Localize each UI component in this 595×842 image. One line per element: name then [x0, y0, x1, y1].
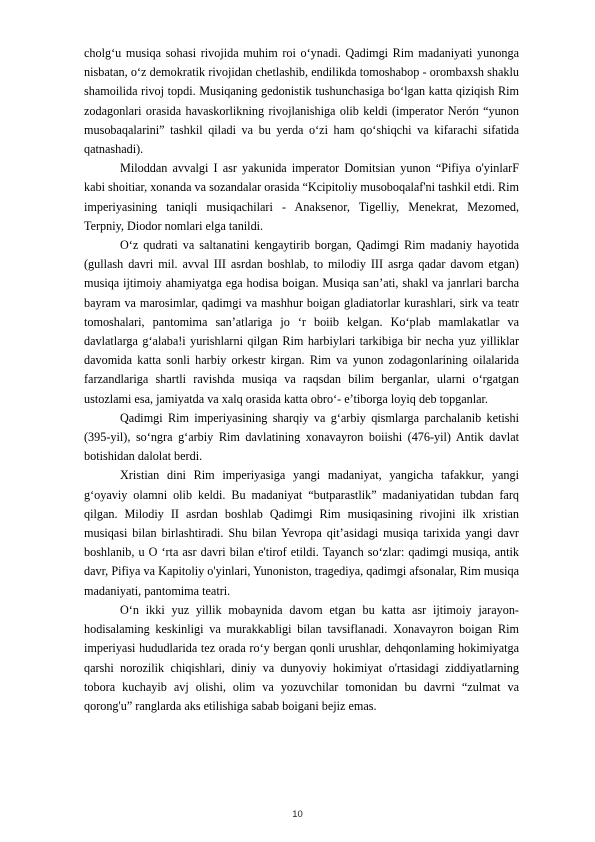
- paragraph-domitian-games: Miloddan avvalgi I asr yakunida imperator Domitsian yunon “Pifiya o'yinlarF kabi shoitiar, xonanda va sozandalar orasida “Kcipitoliy musoboqalaf'ni tashkil etdi. Rim imperiyasining taniqli musiqachilari - Anaksenor, Tigelliy, Menekrat, Mezomed, Terpniy, Diodor nomlari elga tanildi.: [84, 161, 519, 233]
- paragraph-christian-culture: Xristian dini Rim imperiyasiga yangi madaniyat, yangicha tafakkur, yangi g‘oyaviy olamni olib keldi. Bu madaniyat “butparastlik” madaniyatidan tubdan farq qilgan. Milodiy II asrdan boshlab Qadimgi Rim musiqasining rivojini ilk xristian musiqasi bilan birlashtiradi. Shu bilan Yevropa qit’asidagi musiqa tarixida yangi davr boshlanib, u O ‘rta asr davri bilan e'tirof etildi. Tayanch so‘zlar: qadimgi musiqa, antik davr, Pifiya va Kapitoliy o'yinlari, Yunoniston, tragediya, qadimgi afsonalar, Rim musiqa madaniyati, pantomima teatri.: [84, 468, 519, 598]
- paragraph-empire-collapse: Qadimgi Rim imperiyasining sharqiy va g‘arbiy qismlarga parchalanib ketishi (395-yil), so‘ngra g‘arbiy Rim davlatining xonavayron boiishi (476-yil) Antik davlat botishidan dalolat berdi.: [84, 410, 519, 464]
- page-number: 10: [292, 809, 303, 820]
- paragraph-roman-music-intro: cholg‘u musiqa sohasi rivojida muhim roi o‘ynadi. Qadimgi Rim madaniyati yunonga nisbatan, o‘z demokratik rivojidan chetlashib, endilikda tomoshabop - orombaxsh shaklu shamoilida rivoj topdi. Musiqaning gedonistik tushunchasiga bo‘lgan katta qiziqish Rim zodagonlari orasida havaskorlikning rivojlanishiga olib keldi (imperator Neróп “yunon musobaqalarini” tashkil qiladi va bu yerda o‘zi ham qo‘shiqchi va kifarachi sifatida qatnashadi).: [84, 46, 519, 157]
- paragraph-roman-music-social-role: O‘z qudrati va saltanatini kengaytirib borgan, Qadimgi Rim madaniy hayotida (gullash davri mil. avval III asrdan boshlab, to milodiy III asrga qadar davom etgan) musiqa ijtimoiy ahamiyatga ega hodisa boigan. Musiqa san’ati, shakl va janrlari barcha bayram va marosimlar, qadimgi va mashhur boigan gladiatorlar kurashlari, sirk va teatr tomoshalari, pantomima san’atlariga jo ‘r boiib kelgan. Ko‘plab mamlakatlar va davlatlarga g‘alaba!i yurishlarni qilgan Rim harbiylari tarkibiga bir necha yuz yilliklar davomida katta sonli harbiy orkestr kirgan. Rim va yunon zodagonlarining oilalarida farzandlariga shartli ravishda musiqa va raqsdan bilim berganlar, ularni o‘rgatgan ustozlami esa, jamiyatda va xalq orasida katta obro‘- e’tiborga loyiq deb topganlar.: [84, 238, 519, 406]
- paragraph-middle-ages: O‘n ikki yuz yillik mobaynida davom etgan bu katta asr ijtimoiy jarayon-hodisalaming keskinligi va murakkabligi bilan tavsiflanadi. Xonavayron boigan Rim imperiyasi hududlarida tez orada ro‘y bergan qonli urushlar, dehqonlaming hokimiyatga qarshi norozilik chiqishlari, diniy va dunyoviy hokimiyat o'rtasidagi ziddiyatlarning tobora kuchayib avj olishi, olim va yozuvchilar tomonidan bu davrni “zulmat va qorong'u” ranglarda aks etilishiga sabab boigani bejiz emas.: [84, 602, 519, 713]
- document-page: [84, 44, 519, 716]
